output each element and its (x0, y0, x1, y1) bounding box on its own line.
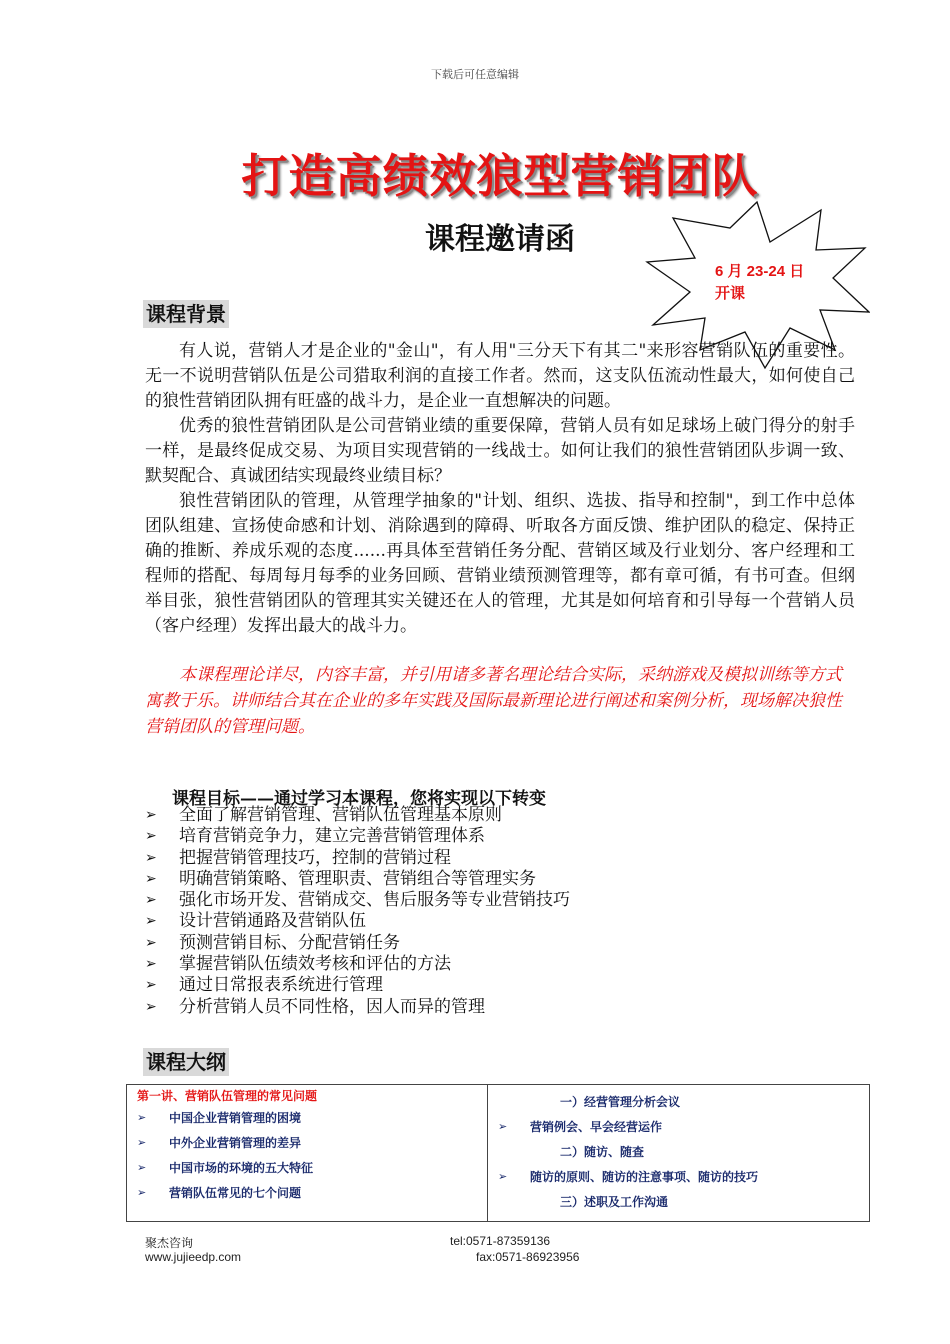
list-item: ➢ 把握营销管理技巧，控制的营销过程 (145, 847, 451, 868)
arrow-bullet-icon: ➢ (145, 977, 157, 994)
section-heading-background: 课程背景 (143, 300, 229, 328)
badge-label: 开课 (715, 285, 746, 302)
arrow-bullet-icon: ➢ (137, 1111, 147, 1124)
arrow-bullet-icon: ➢ (145, 870, 157, 887)
list-item: ➢ 分析营销人员不同性格，因人而异的管理 (145, 996, 485, 1017)
table-row: ➢ 随访的原则、随访的注意事项、随访的技巧 (498, 1170, 759, 1184)
arrow-bullet-icon: ➢ (145, 913, 157, 930)
arrow-bullet-icon: ➢ (498, 1120, 508, 1133)
list-item: ➢ 通过日常报表系统进行管理 (145, 975, 383, 996)
list-item: ➢ 强化市场开发、营销成交、售后服务等专业营销技巧 (145, 890, 570, 911)
background-paragraph-2: 优秀的狼性营销团队是公司营销业绩的重要保障，营销人员有如足球场上破门得分的射手一样，是最终促成交易、为项目实现营销的一线战士。如何让我们的狼性营销团队步调一致、默契配合、真诚团结实现最终业绩目标？ (145, 416, 855, 486)
arrow-bullet-icon: ➢ (498, 1170, 508, 1183)
goals-list (145, 805, 570, 1018)
table-row: 一）经营管理分析会议 (560, 1095, 681, 1109)
table-row: 二）随访、随查 (560, 1145, 645, 1159)
outline-right-content (498, 1089, 868, 1214)
arrow-bullet-icon: ➢ (145, 807, 157, 823)
list-item: ➢ 培育营销竞争力，建立完善营销管理体系 (145, 826, 485, 847)
arrow-bullet-icon: ➢ (145, 998, 157, 1015)
list-item: ➢ 预测营销目标、分配营销任务 (145, 932, 400, 953)
list-item: ➢ 设计营销通路及营销队伍 (145, 911, 366, 932)
arrow-bullet-icon: ➢ (145, 934, 157, 951)
lecture-topics (137, 1105, 313, 1205)
page-subtitle: 课程邀请函 (425, 222, 575, 257)
arrow-bullet-icon: ➢ (145, 892, 157, 909)
arrow-bullet-icon: ➢ (137, 1136, 147, 1149)
table-row: ➢ 中国市场的环境的五大特征 (137, 1161, 314, 1175)
table-row: 三）述职及工作沟通 (560, 1195, 669, 1209)
list-item: ➢ 掌握营销队伍绩效考核和评估的方法 (145, 954, 451, 975)
background-paragraph-3: 狼性营销团队的管理，从管理学抽象的"计划、组织、选拔、指导和控制"，到工作中总体团队组建、宣扬使命感和计划、消除遇到的障碍、听取各方面反馈、维护团队的稳定、保持正确的推断、养成乐观的态度......再具体至营销任务分配、营销区域及行业划分、客户经理和工程师的搭配、每周每月每季的业务回顾、营销业绩预测管理等，都有章可循，有书可查。但纲举目张，狼性营销团队的管理其实关键还在人的管理，尤其是如何培育和引导每一个营销人员（客户经理）发挥出最大的战斗力。 (145, 491, 855, 636)
page-title: 打造高绩效狼型营销团队 (241, 149, 759, 203)
badge-date: 6 月 23-24 日 (715, 263, 805, 280)
section-heading-outline: 课程大纲 (143, 1048, 229, 1076)
goals-title: 课程目标——通过学习本课程，您将实现以下转变 (172, 789, 546, 809)
table-row: ➢ 营销例会、早会经营运作 (498, 1120, 663, 1134)
arrow-bullet-icon: ➢ (145, 849, 157, 866)
footer-website: www.jujieedp.com (145, 1250, 242, 1264)
footer-fax: fax:0571-86923956 (476, 1250, 580, 1264)
table-row: ➢ 中国企业营销管理的困境 (137, 1111, 302, 1125)
outline-left-column (127, 1085, 488, 1221)
footer-company: 聚杰咨询 (145, 1236, 194, 1250)
outline-table (126, 1084, 870, 1222)
course-highlight: 本课程理论详尽，内容丰富，并引用诸多著名理论结合实际，采纳游戏及模拟训练等方式寓教于乐。讲师结合其在企业的多年实践及国际最新理论进行阐述和案例分析，现场解决狼性营销团队的管理问题。 (145, 665, 842, 737)
list-item: ➢ 全面了解营销管理、营销队伍管理基本原则 (145, 805, 502, 825)
outline-right-column (488, 1085, 869, 1221)
table-row: ➢ 中外企业营销管理的差异 (137, 1136, 302, 1150)
footer-tel: tel:0571-87359136 (450, 1234, 551, 1248)
background-paragraph-1: 有人说，营销人才是企业的"金山"，有人用"三分天下有其二"来形容营销队伍的重要性。无一不说明营销队伍是公司猎取利润的直接工作者。然而，这支队伍流动性最大，如何使自己的狼性营销团队拥有旺盛的战斗力，是企业一直想解决的问题。 (145, 341, 855, 411)
arrow-bullet-icon: ➢ (137, 1161, 147, 1174)
arrow-bullet-icon: ➢ (145, 828, 157, 845)
table-row: ➢ 营销队伍常见的七个问题 (137, 1186, 302, 1200)
lecture-title: 第一讲、营销队伍管理的常见问题 (137, 1089, 318, 1103)
header-note: 下载后可任意编辑 (431, 68, 519, 81)
arrow-bullet-icon: ➢ (145, 956, 157, 973)
arrow-bullet-icon: ➢ (137, 1186, 147, 1199)
list-item: ➢ 明确营销策略、管理职责、营销组合等管理实务 (145, 868, 536, 889)
course-date-badge (715, 261, 825, 305)
